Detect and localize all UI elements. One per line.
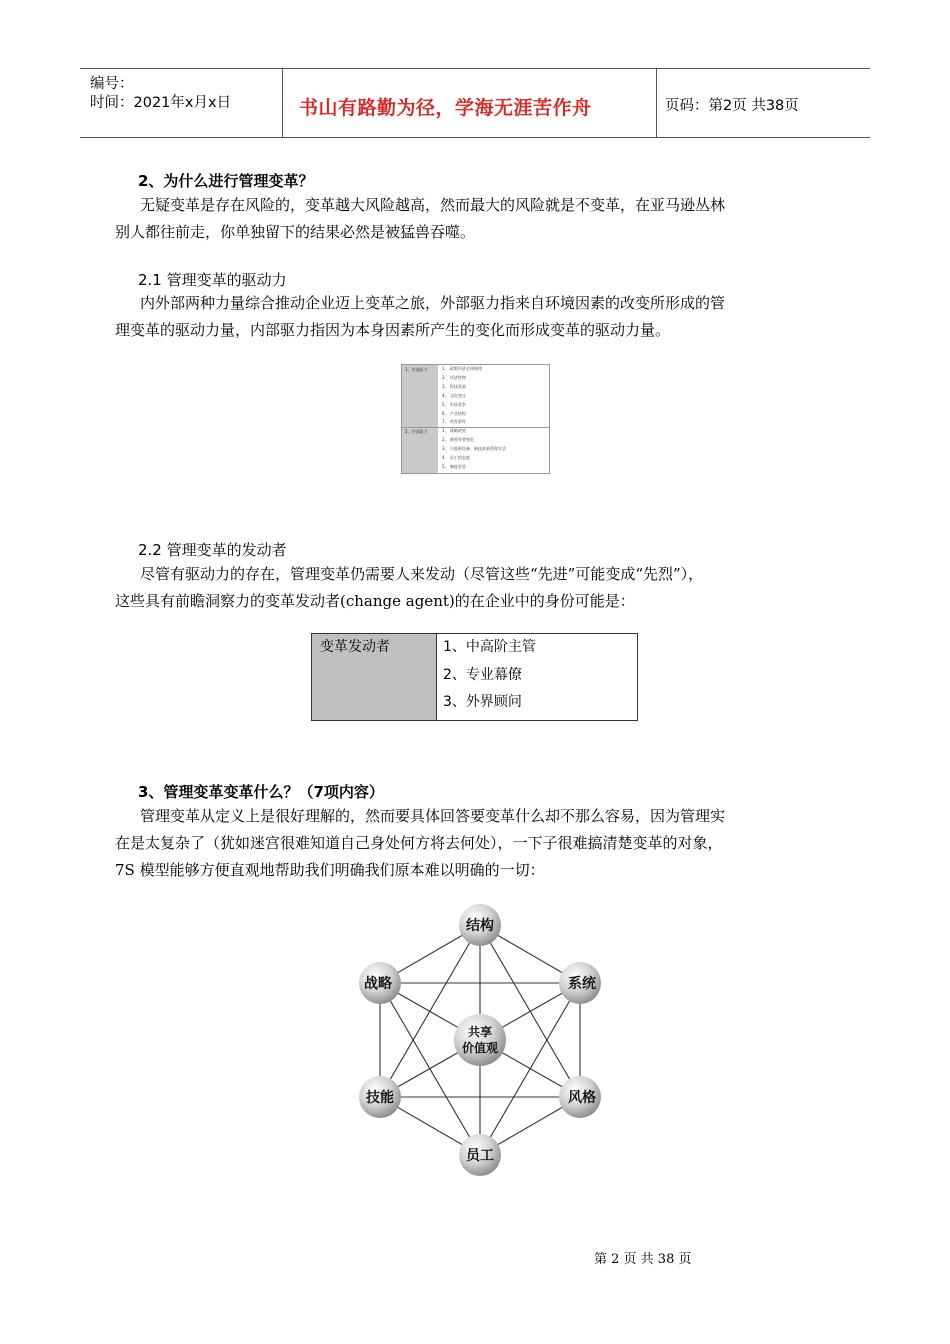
change-agent-item: 1、中高阶主管 [443, 639, 536, 655]
section-2-2-para-line: 尽管有驱动力的存在，管理变革仍需要人来发动（尽管这些“先进”可能变成“先烈”）， [140, 565, 704, 583]
number-label: 编号： [90, 76, 134, 92]
section-2-para-line: 无疑变革是存在风险的，变革越大风险越高，然而最大的风险就是不变革，在亚马逊丛林 [140, 196, 726, 214]
section-2-2-para-line: 这些具有前瞻洞察力的变革发动者(change agent)的在企业中的身份可能是： [115, 592, 635, 610]
node-shared-values [454, 1014, 506, 1066]
section-2-1-para-line: 内外部两种力量综合推动企业迈上变革之旅，外部驱力指来自环境因素的改变所形成的管 [140, 294, 726, 312]
section-2-1-title: 2.1 管理变革的驱动力 [138, 271, 287, 289]
page-footer: 第 2 页 共 38 页 [594, 1252, 692, 1267]
change-agent-table [311, 633, 638, 721]
change-agent-item: 3、外界顾问 [443, 694, 522, 710]
section-2-1-para-line: 理变革的驱动力量，内部驱力指因为本身因素所产生的变化而形成变革的驱动力量。 [115, 321, 671, 339]
driver-table [401, 364, 550, 474]
external-driver-item: 3、 科技发展 [442, 384, 466, 389]
external-driver-item: 7、 突发事件 [442, 419, 466, 424]
page-label: 页码：第2页 共38页 [665, 98, 799, 114]
node-label: 员工 [466, 1148, 494, 1164]
driver-table-divider [402, 427, 549, 428]
driver-table-label-column [402, 365, 438, 473]
external-driver-item: 6、 产业结构 [442, 411, 466, 416]
internal-driver-item: 4、 员工的态度 [442, 455, 470, 460]
internal-driver-item: 5、 制度更迭 [442, 464, 466, 469]
section-3-title: 3、管理变革变革什么？（7项内容） [138, 783, 384, 801]
change-agent-item: 2、专业幕僚 [443, 667, 522, 683]
internal-driver-label: 2、内部驱力 [405, 429, 428, 434]
section-2-para-line: 别人都往前走，你单独留下的结果必然是被猛兽吞噬。 [115, 223, 476, 241]
external-driver-item: 1、 政策经济全球规律 [442, 366, 482, 371]
page-header [80, 68, 870, 138]
section-3-para-line: 7S 模型能够方便直观地帮助我们明确我们原本难以明确的一切： [115, 861, 545, 879]
external-driver-item: 2、 经济性物 [442, 375, 466, 380]
internal-driver-item: 1、 战略改变 [442, 428, 466, 433]
node-label: 系统 [568, 976, 596, 992]
node-strategy [359, 962, 401, 1004]
node-label: 战略 [364, 976, 392, 992]
change-agent-label: 变革发动者 [320, 639, 390, 655]
node-style [559, 1076, 601, 1118]
header-divider [656, 69, 657, 137]
section-2-title: 2、为什么进行管理变革？ [138, 172, 314, 190]
external-driver-label: 1、外部驱力 [405, 367, 428, 372]
center-label: 共享 [467, 1025, 493, 1039]
node-structure [459, 904, 501, 946]
node-systems [559, 962, 601, 1004]
internal-driver-item: 2、 新领导者变化 [442, 437, 474, 442]
header-motto: 书山有路勤为径，学海无涯苦作舟 [299, 97, 592, 119]
node-label: 技能 [366, 1090, 394, 1106]
node-skills [359, 1076, 401, 1118]
internal-driver-item: 3、 引进新设备、新技术新管理方法 [442, 446, 506, 451]
section-3-para-line: 管理变革从定义上是很好理解的，然而要具体回答要变革什么却不那么容易，因为管理实 [140, 807, 726, 825]
seven-s-diagram [340, 890, 620, 1190]
center-label: 价值观 [461, 1041, 499, 1055]
node-label: 风格 [568, 1090, 596, 1106]
external-driver-item: 5、 市场竞争 [442, 402, 466, 407]
external-driver-item: 4、 文化变迁 [442, 393, 466, 398]
node-staff [459, 1134, 501, 1176]
header-divider [282, 69, 283, 137]
section-3-para-line: 在是太复杂了（犹如迷宫很难知道自己身处何方将去何处），一下子很难搞清楚变革的对象， [115, 834, 723, 852]
section-2-2-title: 2.2 管理变革的发动者 [138, 541, 287, 559]
time-label: 时间：2021年x月x日 [90, 95, 232, 111]
node-label: 结构 [466, 918, 494, 934]
